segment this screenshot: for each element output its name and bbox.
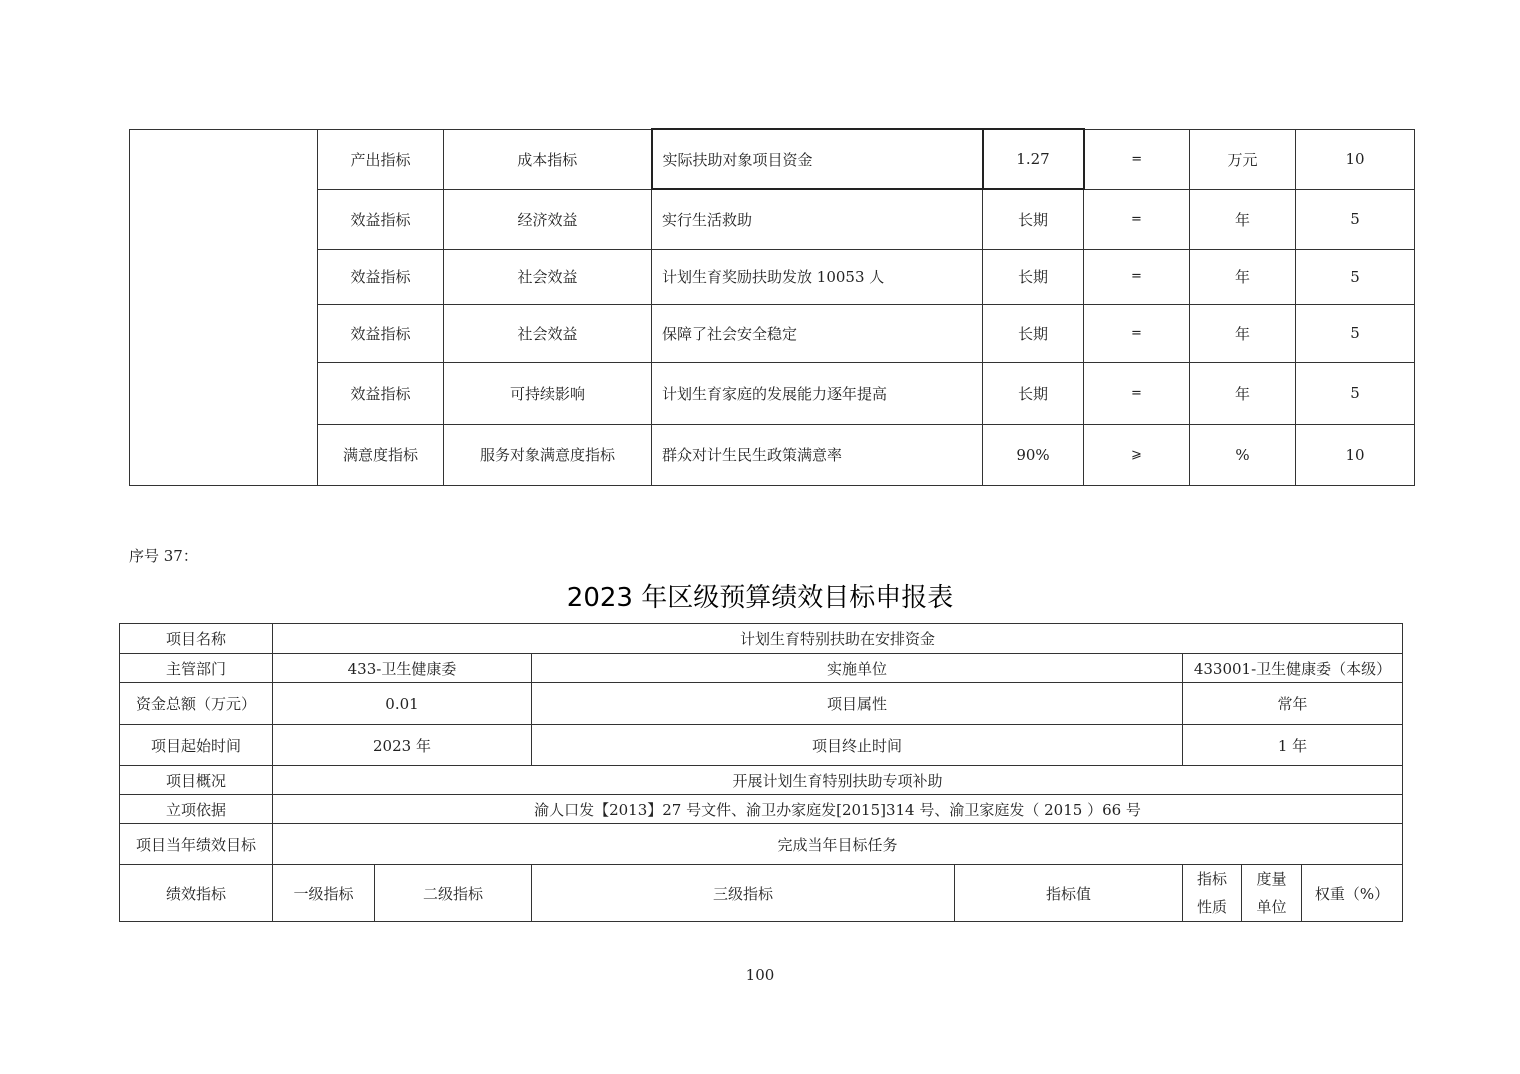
level3-cell: 计划生育家庭的发展能力逐年提高 [652, 362, 983, 424]
level2-cell: 成本指标 [444, 129, 652, 189]
dept-label: 主管部门 [120, 654, 273, 683]
operator-cell: = [1084, 362, 1190, 424]
level2-header: 二级指标 [375, 865, 532, 922]
level2-cell: 社会效益 [444, 304, 652, 362]
unit-header-line1: 度量 [1256, 870, 1287, 888]
level1-cell: 效益指标 [318, 362, 444, 424]
total-funds-label: 资金总额（万元） [120, 683, 273, 725]
nature-header-line2: 性质 [1196, 898, 1227, 916]
value-cell: 长期 [983, 189, 1084, 249]
operator-cell: = [1084, 249, 1190, 304]
perf-indicator-header: 绩效指标 [120, 865, 273, 922]
impl-unit-value: 433001-卫生健康委（本级） [1183, 654, 1403, 683]
indicator-table-continued [129, 128, 1415, 486]
merged-empty-cell [130, 129, 318, 485]
operator-cell: = [1084, 129, 1190, 189]
level2-cell: 经济效益 [444, 189, 652, 249]
level2-cell: 可持续影响 [444, 362, 652, 424]
operator-cell: = [1084, 304, 1190, 362]
indicator-value-header: 指标值 [955, 865, 1183, 922]
unit-header [1242, 865, 1302, 922]
attribute-value: 常年 [1183, 683, 1403, 725]
total-funds-value: 0.01 [273, 683, 532, 725]
value-cell: 1.27 [983, 129, 1084, 189]
end-time-value: 1 年 [1183, 725, 1403, 766]
level3-cell: 实行生活救助 [652, 189, 983, 249]
level3-header: 三级指标 [532, 865, 955, 922]
dept-value: 433-卫生健康委 [273, 654, 532, 683]
start-time-value: 2023 年 [273, 725, 532, 766]
end-time-label: 项目终止时间 [532, 725, 1183, 766]
annual-goal-label: 项目当年绩效目标 [120, 824, 273, 865]
level1-cell: 产出指标 [318, 129, 444, 189]
value-cell: 长期 [983, 249, 1084, 304]
project-name-label: 项目名称 [120, 624, 273, 654]
level3-cell: 实际扶助对象项目资金 [652, 129, 983, 189]
nature-header-line1: 指标 [1196, 870, 1227, 888]
unit-cell: 年 [1190, 362, 1296, 424]
project-name-value: 计划生育特别扶助在安排资金 [273, 624, 1403, 654]
start-time-label: 项目起始时间 [120, 725, 273, 766]
sequence-label: 序号 37： [129, 547, 198, 565]
level1-cell: 满意度指标 [318, 424, 444, 485]
weight-cell: 10 [1296, 424, 1415, 485]
level2-cell: 服务对象满意度指标 [444, 424, 652, 485]
level2-cell: 社会效益 [444, 249, 652, 304]
overview-label: 项目概况 [120, 766, 273, 795]
operator-cell: ⩾ [1084, 424, 1190, 485]
operator-cell: = [1084, 189, 1190, 249]
unit-cell: 年 [1190, 249, 1296, 304]
impl-unit-label: 实施单位 [532, 654, 1183, 683]
nature-header [1183, 865, 1242, 922]
attribute-label: 项目属性 [532, 683, 1183, 725]
page-number: 100 [745, 966, 775, 984]
level3-cell: 计划生育奖励扶助发放 10053 人 [652, 249, 983, 304]
unit-cell: % [1190, 424, 1296, 485]
unit-header-line2: 单位 [1256, 898, 1287, 916]
weight-cell: 5 [1296, 249, 1415, 304]
annual-goal-value: 完成当年目标任务 [273, 824, 1403, 865]
weight-header: 权重（%） [1302, 865, 1403, 922]
unit-cell: 万元 [1190, 129, 1296, 189]
level3-cell: 群众对计生民生政策满意率 [652, 424, 983, 485]
weight-cell: 5 [1296, 362, 1415, 424]
unit-cell: 年 [1190, 189, 1296, 249]
value-cell: 90% [983, 424, 1084, 485]
basis-label: 立项依据 [120, 795, 273, 824]
level1-cell: 效益指标 [318, 189, 444, 249]
weight-cell: 10 [1296, 129, 1415, 189]
unit-cell: 年 [1190, 304, 1296, 362]
level1-cell: 效益指标 [318, 249, 444, 304]
form-title: 2023 年区级预算绩效目标申报表 [566, 583, 954, 613]
level1-header: 一级指标 [273, 865, 375, 922]
value-cell: 长期 [983, 304, 1084, 362]
value-cell: 长期 [983, 362, 1084, 424]
basis-value: 渝人口发【2013】27 号文件、渝卫办家庭发[2015]314 号、渝卫家庭发（ 2015 ）66 号 [273, 795, 1403, 824]
weight-cell: 5 [1296, 304, 1415, 362]
budget-declaration-table [119, 623, 1403, 922]
overview-value: 开展计划生育特别扶助专项补助 [273, 766, 1403, 795]
level3-cell: 保障了社会安全稳定 [652, 304, 983, 362]
level1-cell: 效益指标 [318, 304, 444, 362]
weight-cell: 5 [1296, 189, 1415, 249]
